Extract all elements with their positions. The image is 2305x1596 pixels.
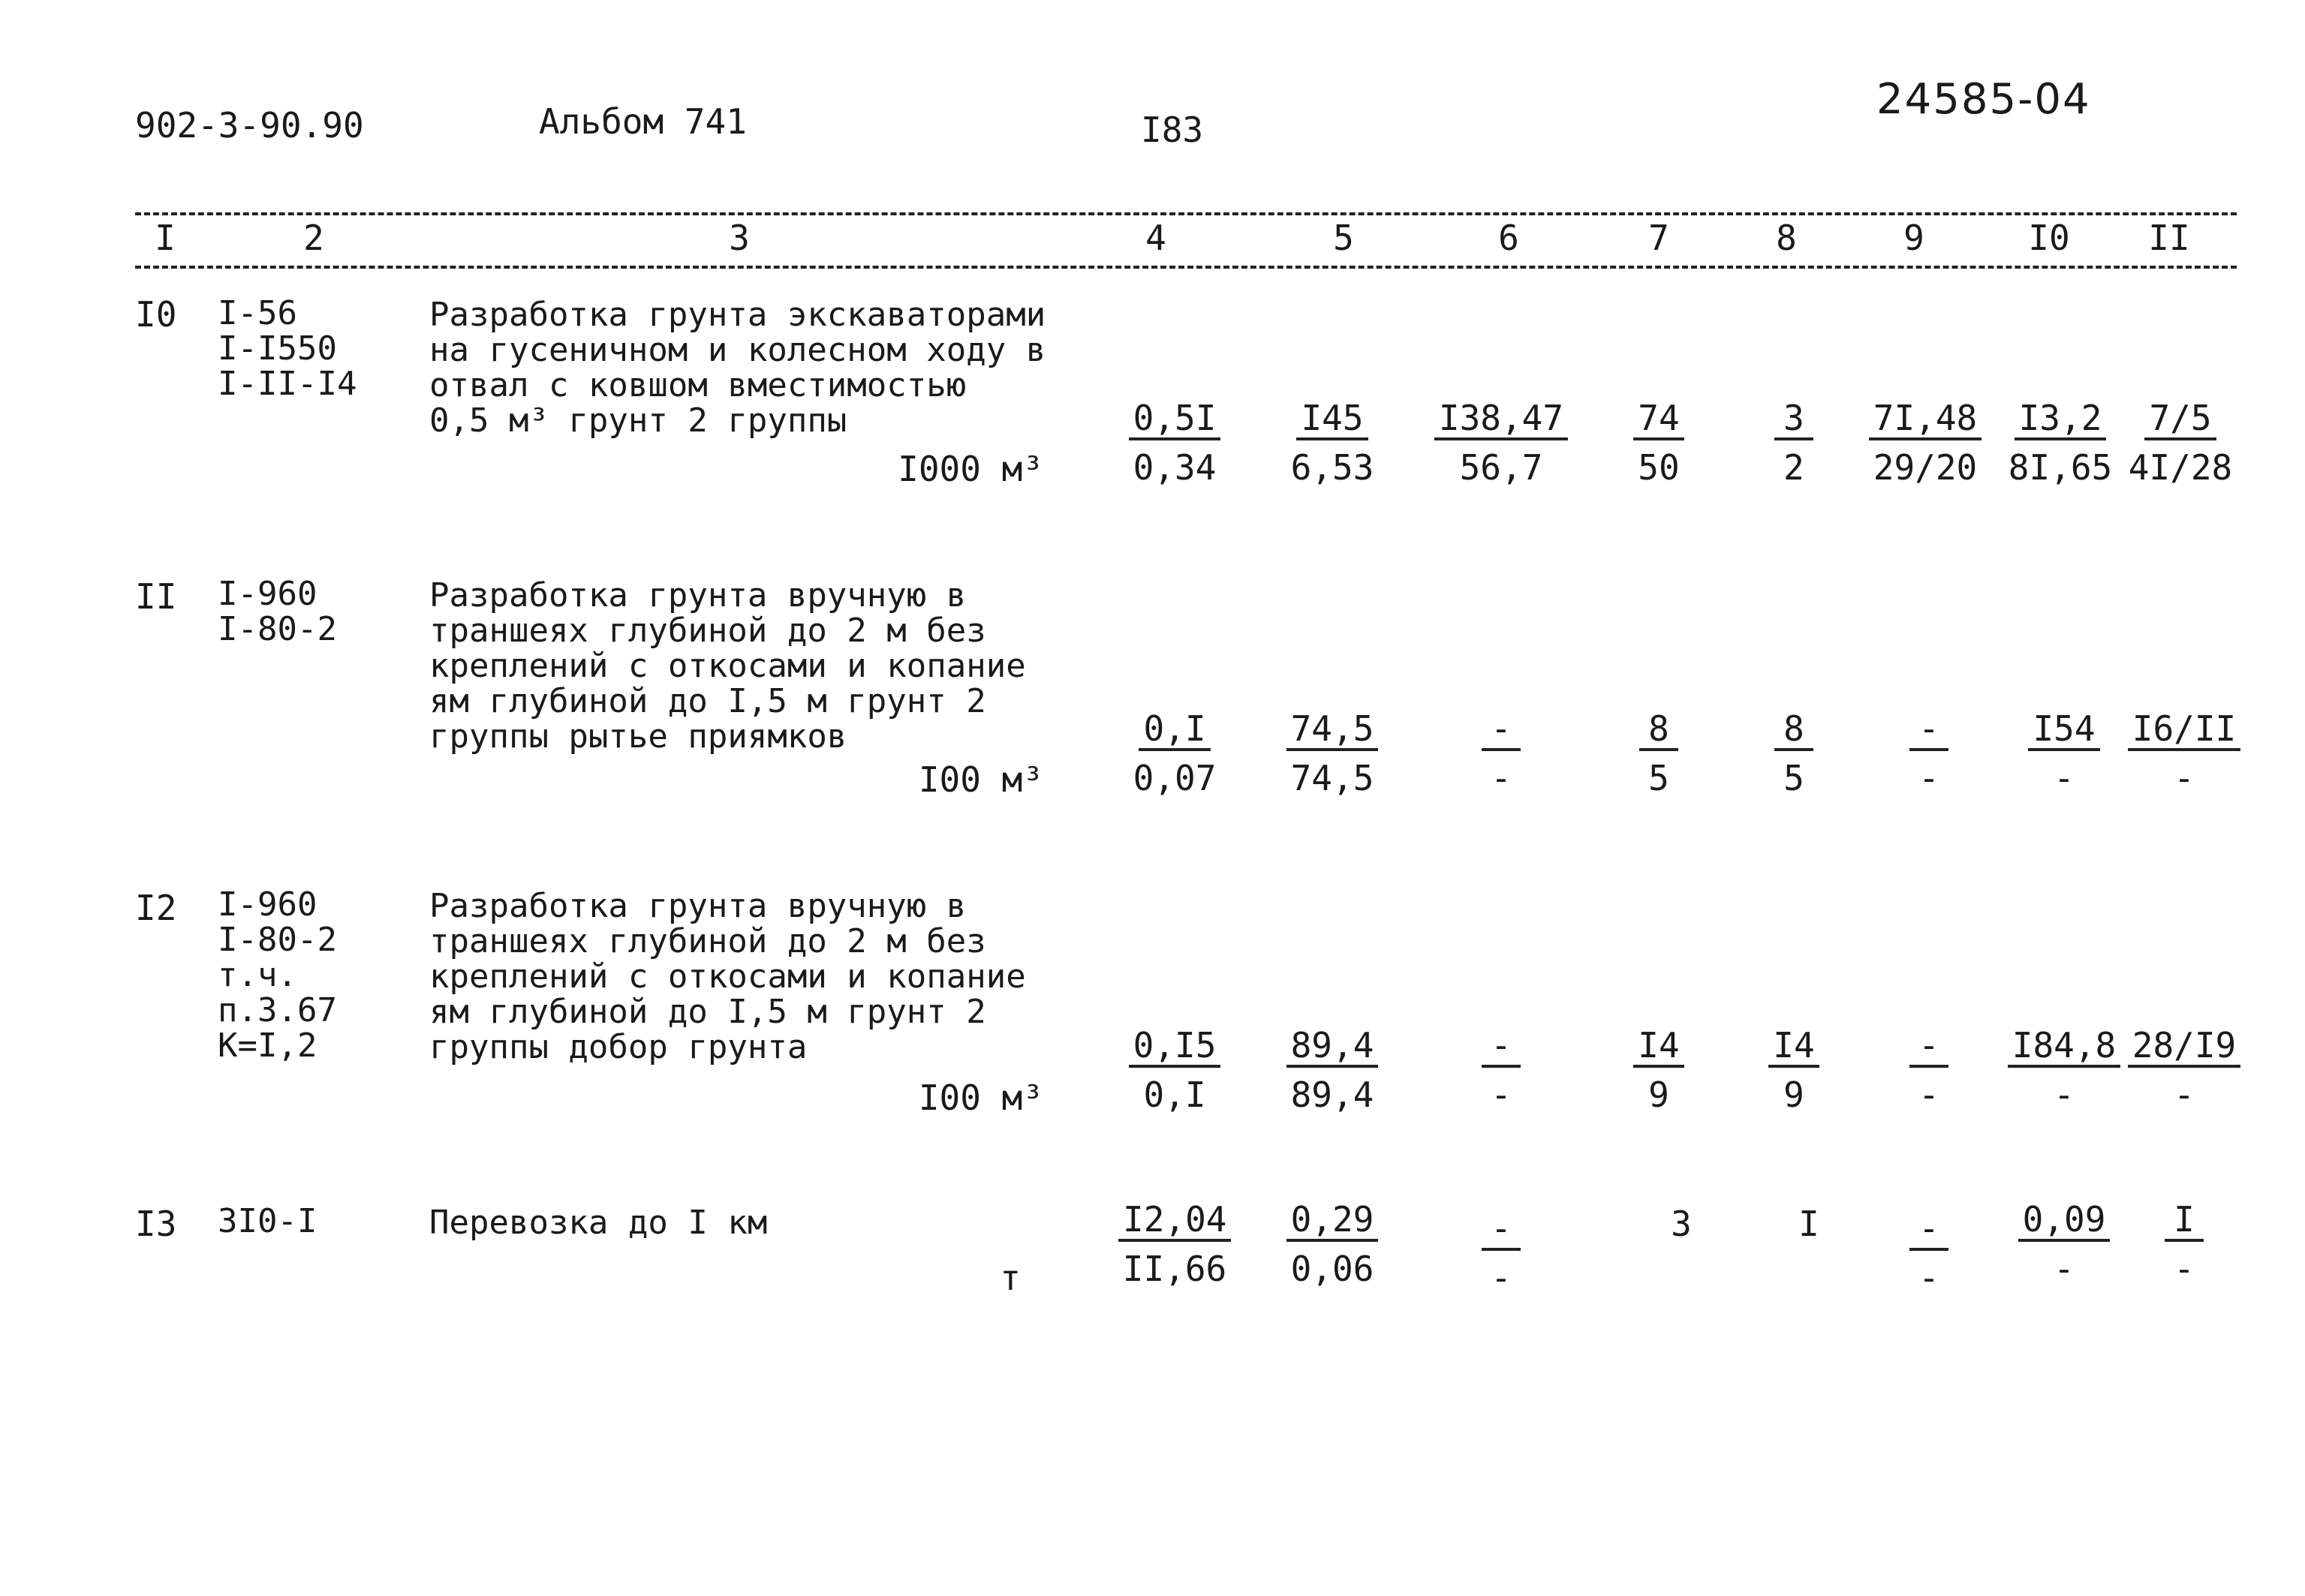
header-rule-bottom [135, 266, 2237, 269]
column-number-11: II [2148, 218, 2190, 258]
value-col-7: $\frac{I4}{9}$ [1614, 1025, 1704, 1117]
value-col-11: $\frac{7/5}{4I/28}$ [2128, 398, 2233, 488]
unit-of-measure: I00 м³ [918, 759, 1043, 800]
value-col-11: I - [2139, 1199, 2229, 1291]
column-number-8: 8 [1776, 218, 1797, 258]
row-number: I3 [135, 1204, 177, 1244]
value-col-7: $\frac{74}{50}$ [1614, 398, 1704, 490]
stamp-number: 24585-04 [1876, 75, 2091, 124]
value-col-7: $\frac{8}{5}$ [1614, 708, 1704, 801]
value-col-10: 0,09 - [2012, 1199, 2117, 1291]
value-col-11: I6/II - [2124, 708, 2244, 801]
value-col-8: $\frac{3}{2}$ [1749, 398, 1839, 490]
value-col-6: $\frac{I38,47}{56,7}$ [1426, 398, 1576, 490]
unit-of-measure: т [1000, 1258, 1021, 1298]
page-number: I83 [1141, 110, 1204, 150]
value-col-5: $\frac{0,29}{0,06}$ [1276, 1199, 1389, 1291]
value-col-4: $\frac{0,I}{0,07}$ [1133, 708, 1217, 798]
value-col-5: $\frac{I45}{6,53}$ [1290, 398, 1374, 488]
column-number-4: 4 [1145, 218, 1166, 258]
unit-of-measure: I000 м³ [898, 449, 1043, 489]
column-number-6: 6 [1498, 218, 1519, 258]
work-description: на гусеничном и колесном ходу в [429, 331, 1046, 369]
work-description: Разработка грунта вручную в [429, 887, 967, 925]
document-code: 902-3-90.90 [135, 105, 364, 146]
column-number-10: I0 [2028, 218, 2070, 258]
column-number-2: 2 [303, 218, 324, 258]
work-description: ям глубиной до I,5 м грунт 2 [429, 682, 986, 720]
norm-code: I-II-I4 [218, 365, 357, 403]
work-description: группы рытье приямков [429, 717, 847, 756]
value-col-11: 28/I9 - [2124, 1025, 2244, 1117]
value-col-4: $\frac{0,5I}{0,34}$ [1118, 398, 1231, 490]
value-col-6: - - [1449, 708, 1554, 801]
value-col-6: - - [1449, 1025, 1554, 1117]
unit-of-measure: I00 м³ [918, 1078, 1043, 1118]
value-col-9: - - [1884, 708, 1974, 801]
work-description: Разработка грунта вручную в [429, 576, 967, 615]
work-description: траншеях глубиной до 2 м без [429, 922, 986, 960]
work-description: Перевозка до I км [429, 1204, 768, 1242]
value-col-7: 3 [1671, 1204, 1692, 1244]
norm-code: т.ч. [218, 956, 297, 994]
work-description: креплений с откосами и копание [429, 957, 1026, 996]
value-col-5: $\frac{89,4}{89,4}$ [1276, 1025, 1389, 1117]
work-description: 0,5 м³ грунт 2 группы [429, 401, 847, 440]
work-description: креплений с откосами и копание [429, 647, 1026, 685]
norm-code: I-56 [218, 294, 297, 332]
value-col-4: $\frac{0,I5}{0,I}$ [1118, 1025, 1231, 1117]
value-col-10: $\frac{I3,2}{8I,65}$ [2008, 398, 2113, 488]
value-col-10: I84,8 - [1997, 1025, 2132, 1117]
norm-code: I-80-2 [218, 921, 337, 959]
value-col-5: $\frac{74,5}{74,5}$ [1276, 708, 1389, 801]
work-description: траншеях глубиной до 2 м без [429, 612, 986, 650]
work-description: группы добор грунта [429, 1028, 808, 1066]
row-number: I0 [135, 294, 177, 335]
value-col-8: $\frac{I4}{9}$ [1749, 1025, 1839, 1117]
norm-code: п.3.67 [218, 991, 337, 1029]
row-number: I2 [135, 888, 177, 928]
column-number-9: 9 [1903, 218, 1924, 258]
work-description: ям глубиной до I,5 м грунт 2 [429, 993, 986, 1031]
norm-code: I-I550 [218, 329, 337, 368]
album-label: Альбом 741 [539, 101, 747, 142]
value-col-9: - - [1884, 1025, 1974, 1117]
value-col-4: $\frac{I2,04}{II,66}$ [1118, 1199, 1231, 1291]
row-number: II [135, 576, 177, 617]
norm-code: I-80-2 [218, 610, 337, 648]
column-number-3: 3 [729, 218, 750, 258]
work-description: отвал с ковшом вместимостью [429, 366, 967, 404]
norm-code: I-960 [218, 885, 317, 924]
norm-code: I-960 [218, 575, 317, 613]
norm-code: К=I,2 [218, 1026, 317, 1065]
column-number-7: 7 [1648, 218, 1669, 258]
value-col-8: $\frac{8}{5}$ [1749, 708, 1839, 801]
norm-code: 3I0-I [218, 1202, 317, 1240]
value-col-8: I [1798, 1204, 1819, 1244]
column-number-5: 5 [1333, 218, 1354, 258]
work-description: Разработка грунта экскаваторами [429, 296, 1046, 334]
column-number-1: I [155, 218, 176, 258]
value-col-10: I54 - [2012, 708, 2117, 801]
value-col-6: - - [1449, 1208, 1554, 1300]
value-col-9: $\frac{7I,48}{29/20}$ [1861, 398, 1989, 490]
value-col-9: - - [1884, 1208, 1974, 1300]
header-rule-top [135, 212, 2237, 215]
